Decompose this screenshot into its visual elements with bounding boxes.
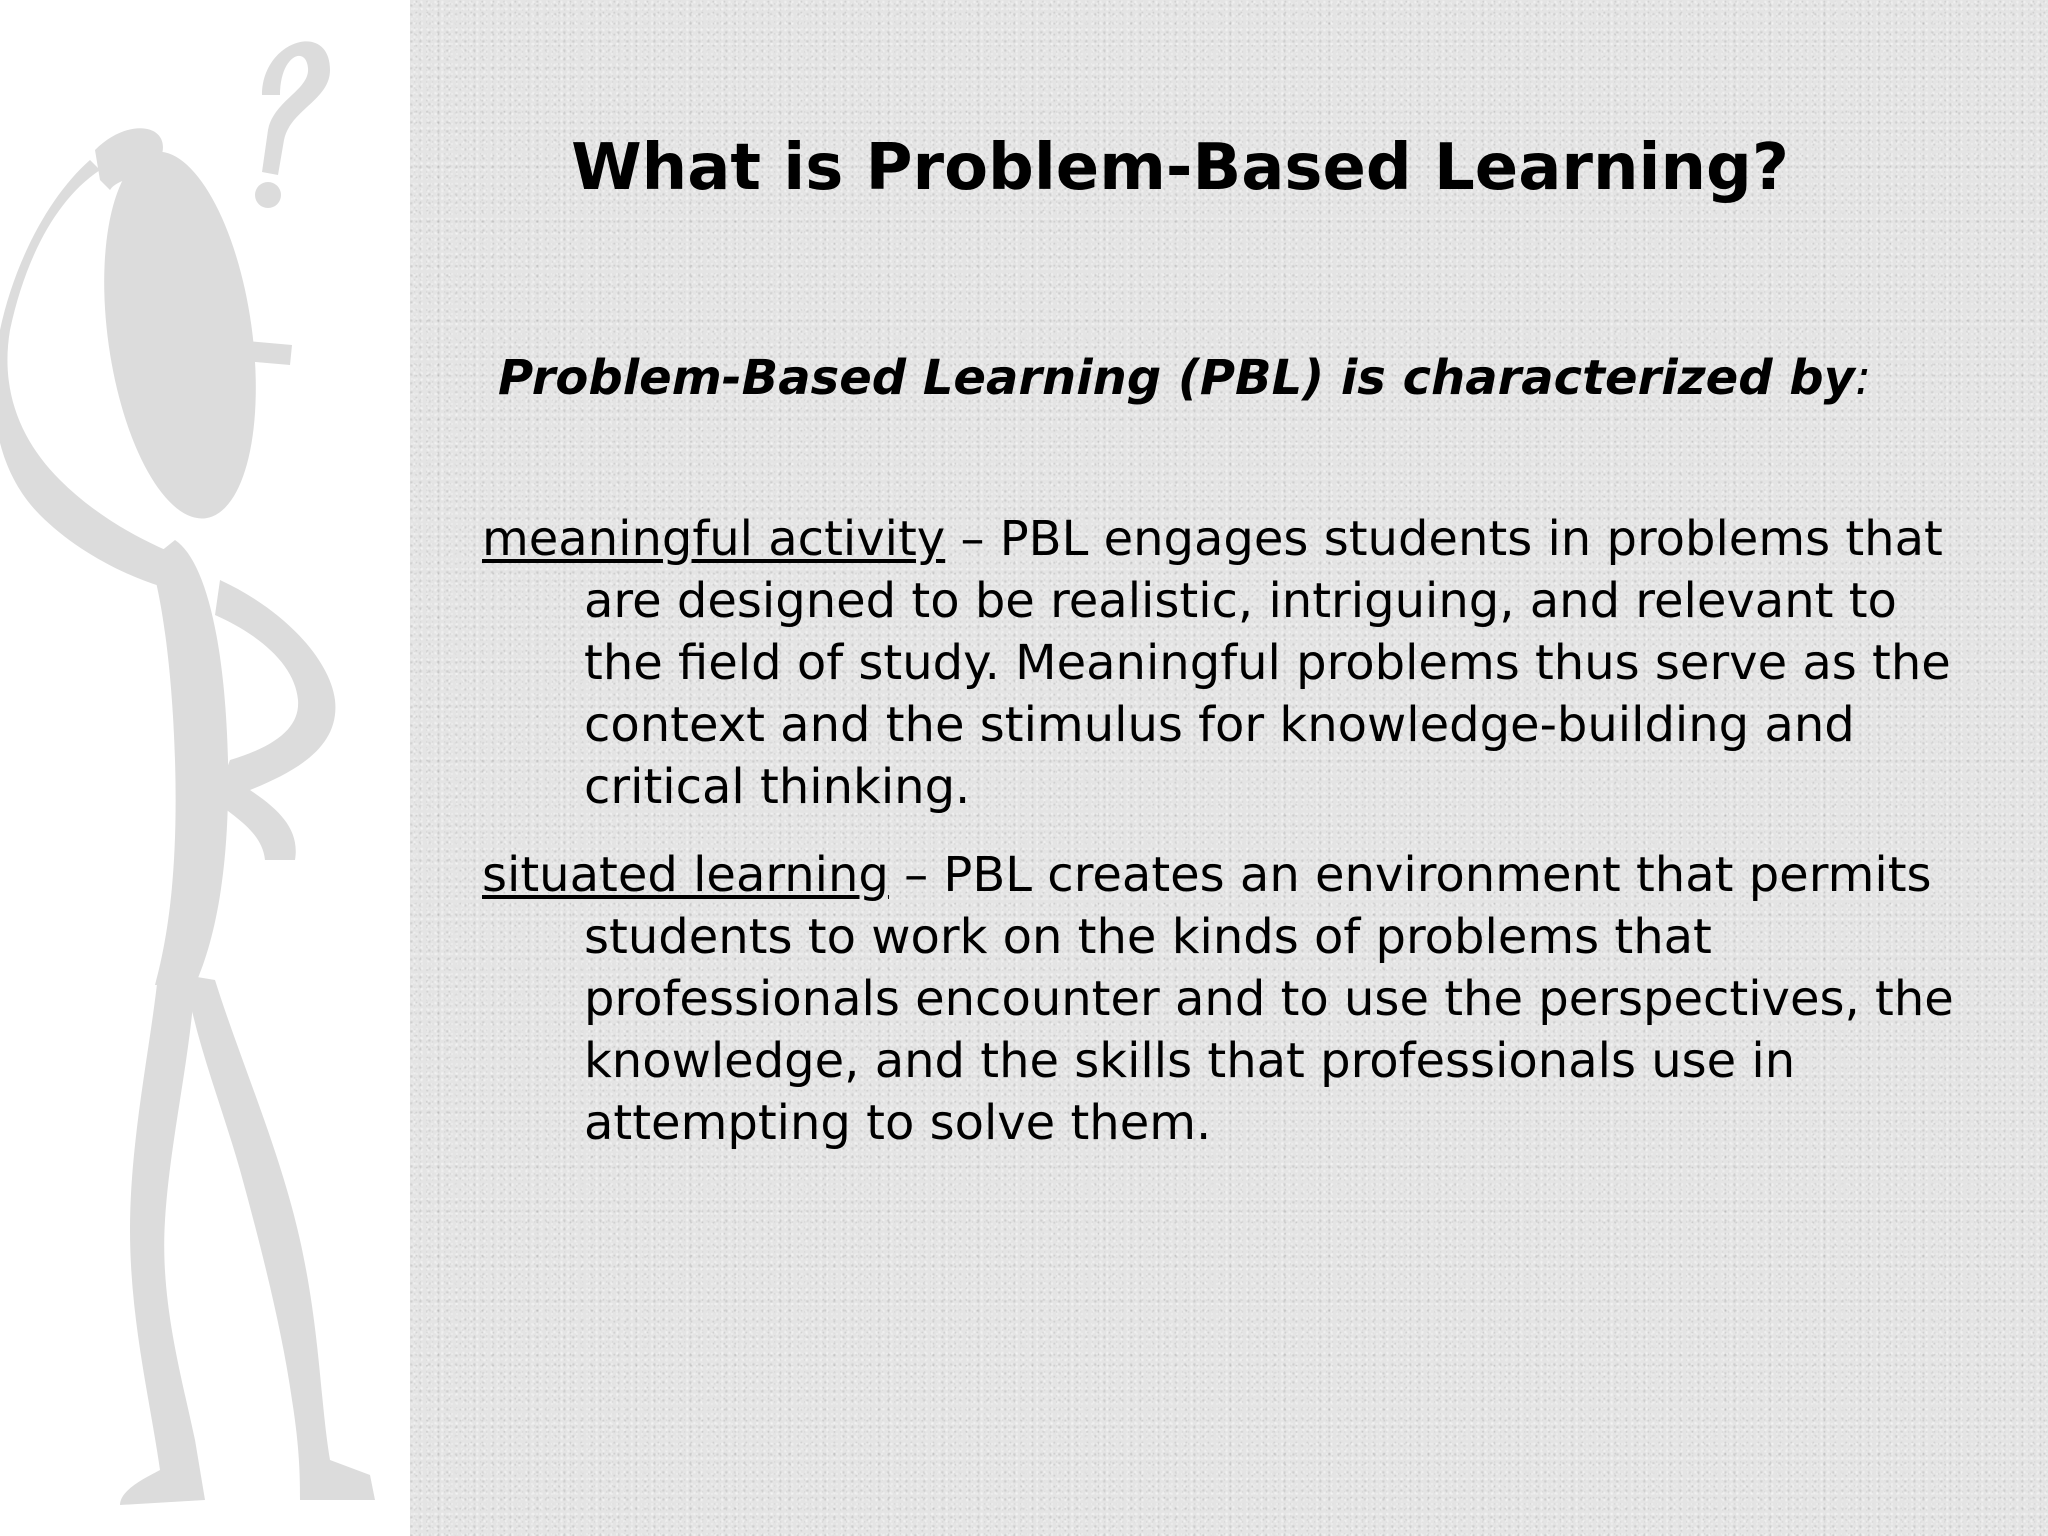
list-item-situated-learning: [482, 844, 1982, 1154]
slide-content: [482, 508, 1982, 1180]
item-description: – PBL engages students in problems that are designed to be realistic, intriguing, and relevant to the field of study. Meaningful problems thus serve as the context and the stimulus for knowledge-building and critical thinking.: [584, 511, 1951, 815]
term-label: situated learning: [482, 847, 889, 903]
term-label: meaningful activity: [482, 511, 946, 567]
subtitle-text: Problem-Based Learning (PBL) is characterized by: [498, 350, 1855, 406]
thinking-stick-figure-icon: [0, 0, 410, 1536]
list-item-meaningful-activity: [482, 508, 1982, 818]
slide-title: What is Problem-Based Learning?: [571, 131, 1789, 205]
subtitle-colon: :: [1854, 350, 1872, 406]
item-description: – PBL creates an environment that permits students to work on the kinds of problems that professionals encounter and to use the perspectives, the knowledge, and the skills that professionals use in attempting to solve them.: [584, 847, 1954, 1151]
slide-subtitle: [498, 350, 2018, 406]
left-panel: [0, 0, 410, 1536]
